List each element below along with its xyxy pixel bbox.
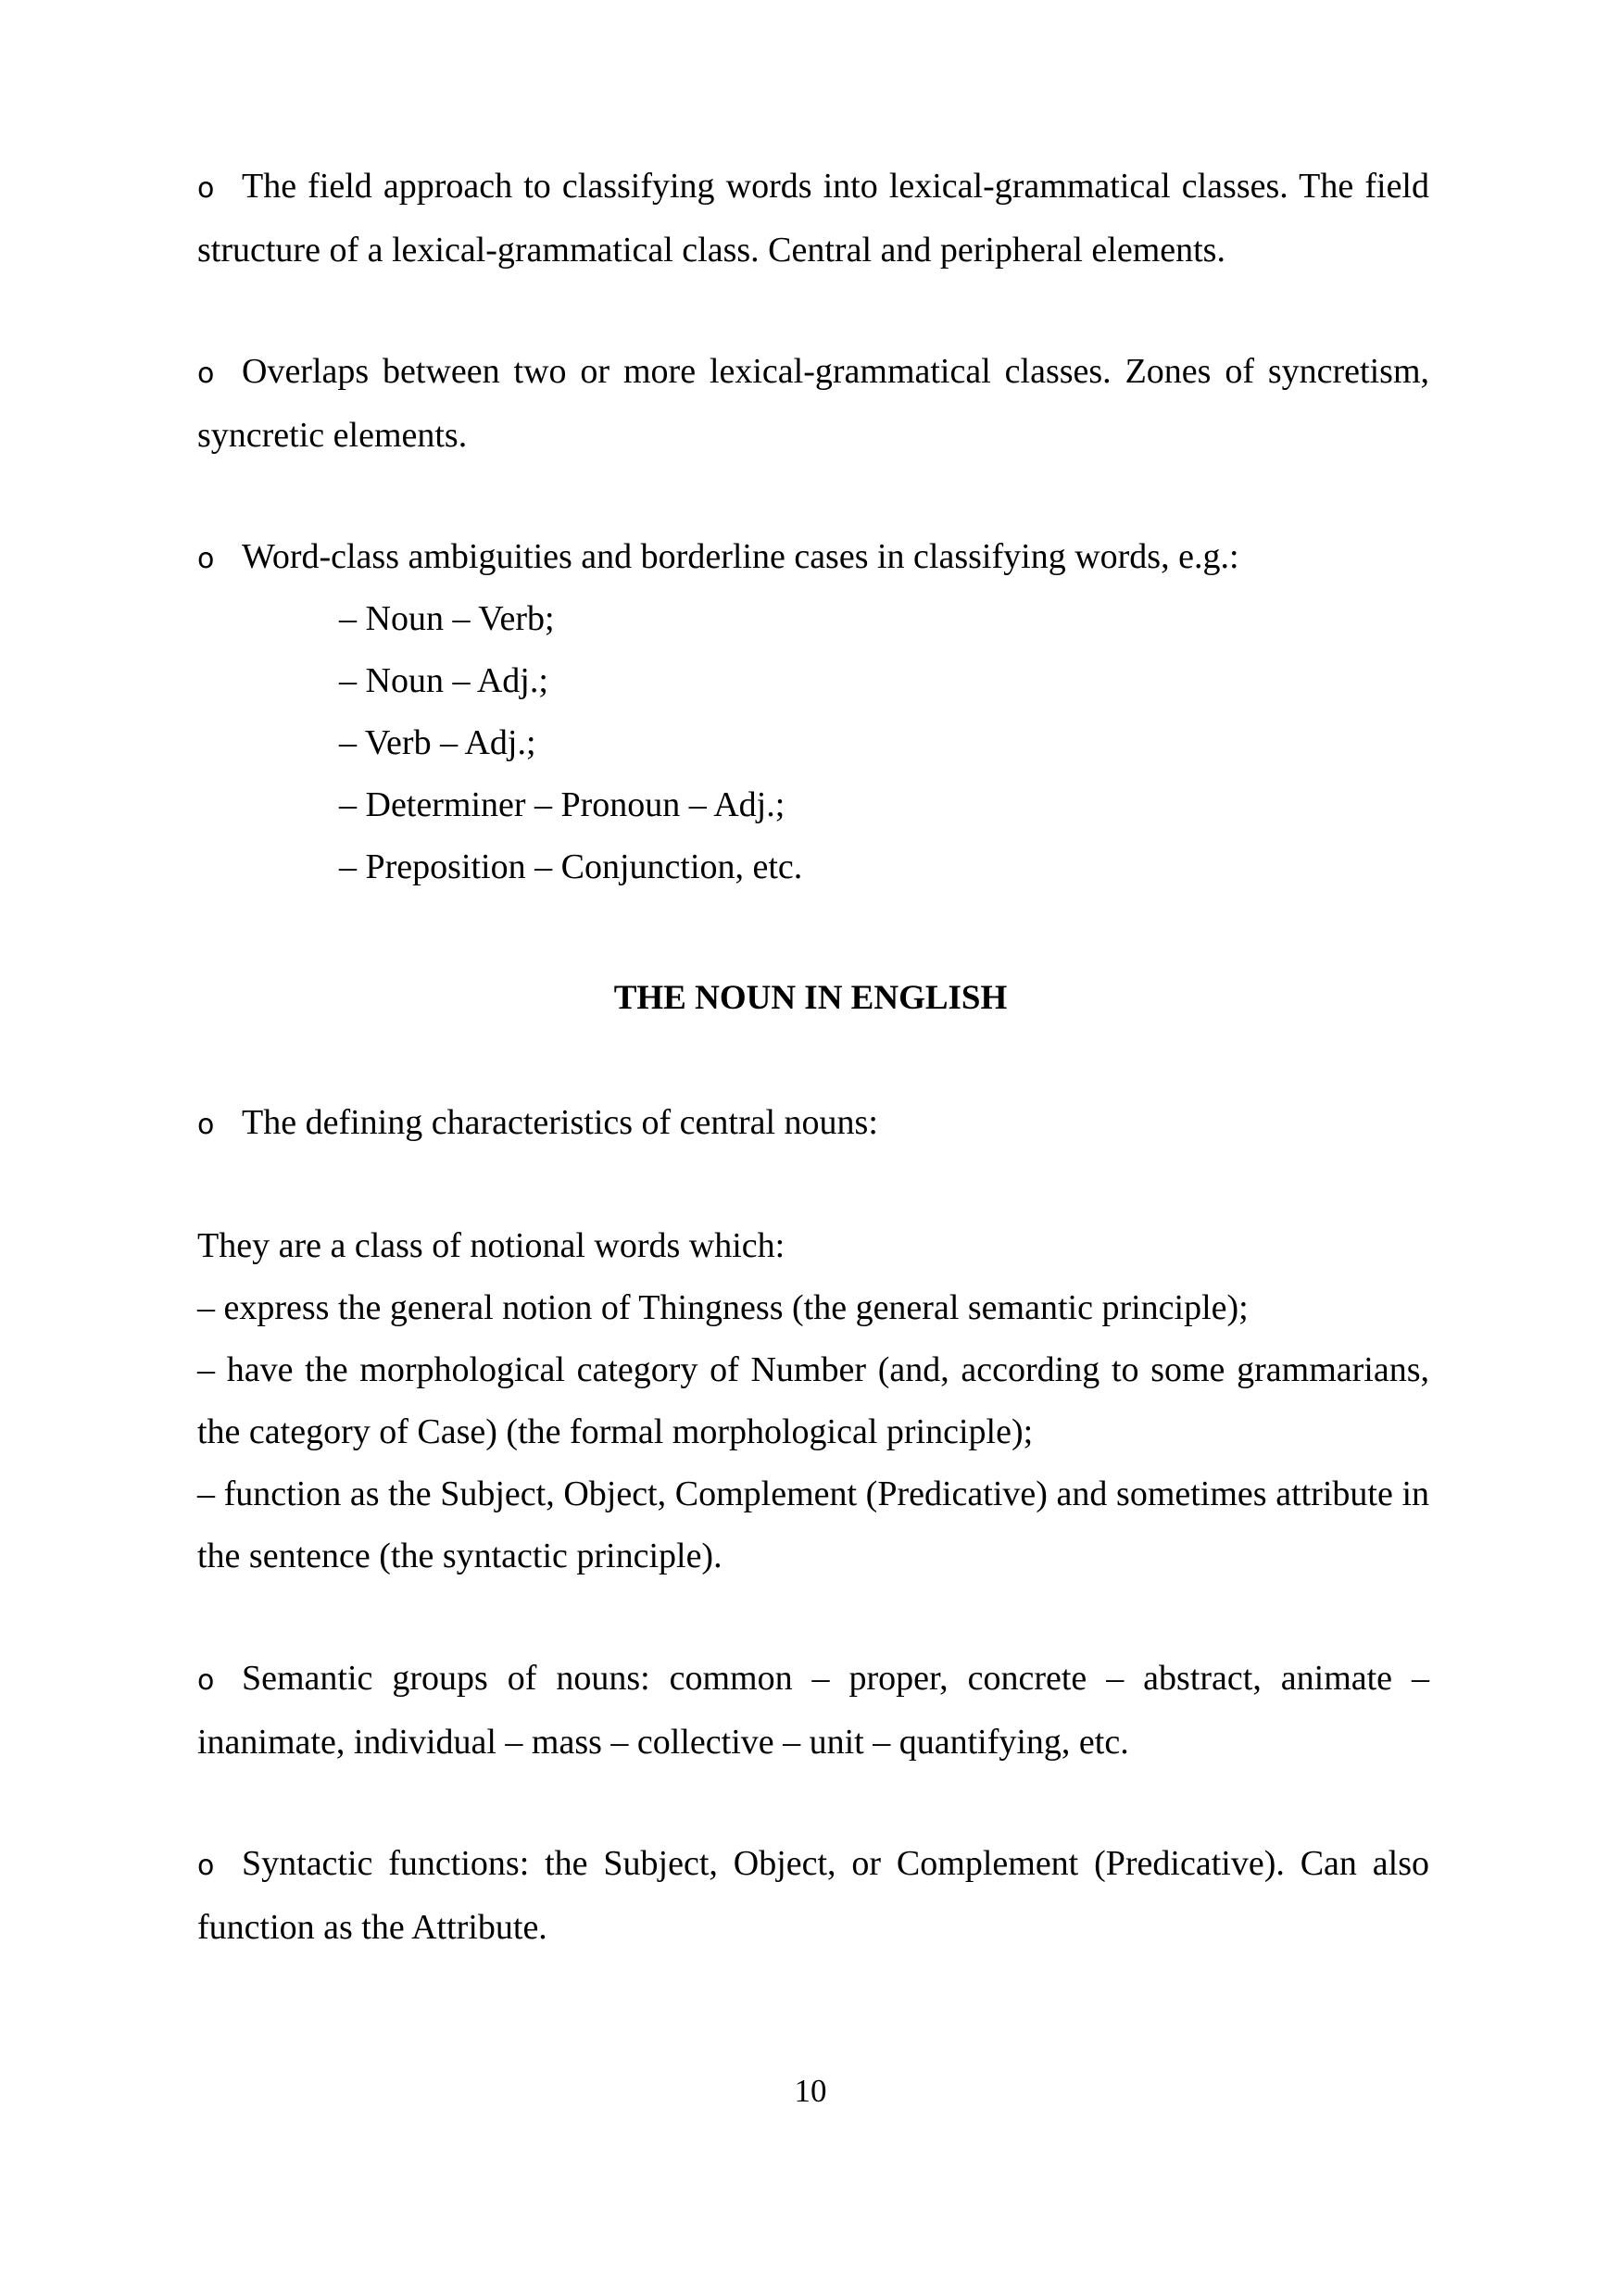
- ambiguity-example: – Determiner – Pronoun – Adj.;: [339, 785, 785, 824]
- bullet-icon: o: [197, 543, 215, 575]
- ambiguity-example: – Verb – Adj.;: [339, 723, 536, 762]
- bullet-icon: o: [197, 172, 215, 205]
- bullet-icon: o: [197, 1850, 215, 1882]
- defining-text: The defining characteristics of central nouns:: [242, 1103, 878, 1142]
- bullet-item-defining: [197, 1092, 1429, 1156]
- bullet-icon: o: [197, 1664, 215, 1697]
- bullet-item-semantic-groups: [197, 1648, 1429, 1774]
- ambiguity-example: – Noun – Verb;: [339, 599, 555, 638]
- criterion-item: – have the morphological category of Number (and, according to some grammarians, the category of Case) (the formal morphological principle);: [197, 1350, 1429, 1451]
- bullet-icon: o: [197, 1109, 215, 1141]
- syntactic-functions-text: Syntactic functions: the Subject, Object, or Complement (Predicative). Can also function as the Attribute.: [197, 1844, 1429, 1947]
- criteria-block: [197, 1215, 1429, 1587]
- criterion-item: – function as the Subject, Object, Complement (Predicative) and sometimes attribute in the sentence (the syntactic principle).: [197, 1474, 1429, 1575]
- bullet-item-ambiguities: [197, 526, 1429, 590]
- ambiguity-example: – Noun – Adj.;: [339, 661, 548, 700]
- criterion-item: – express the general notion of Thingness (the general semantic principle);: [197, 1288, 1249, 1327]
- ambiguity-example: – Preposition – Conjunction, etc.: [339, 847, 803, 886]
- ambiguities-text: Word-class ambiguities and borderline cases in classifying words, e.g.:: [242, 537, 1239, 576]
- overlaps-text: Overlaps between two or more lexical-grammatical classes. Zones of syncretism, syncretic elements.: [197, 352, 1429, 455]
- bullet-item-syntactic-functions: [197, 1833, 1429, 1959]
- bullet-item-field-approach: [197, 156, 1429, 282]
- bullet-icon: o: [197, 358, 215, 390]
- page-number: 10: [794, 2073, 827, 2109]
- semantic-groups-text: Semantic groups of nouns: common – proper, concrete – abstract, animate – inanimate, individual – mass – collective – unit – quantifying, etc.: [197, 1659, 1429, 1762]
- criteria-intro: They are a class of notional words which:: [197, 1226, 785, 1265]
- section-heading: THE NOUN IN ENGLISH: [613, 979, 1008, 1017]
- ambiguity-examples-list: [339, 588, 802, 898]
- bullet-item-overlaps: [197, 341, 1429, 467]
- field-approach-text: The field approach to classifying words into lexical-grammatical classes. The field structure of a lexical-grammatical class. Central and peripheral elements.: [197, 167, 1429, 270]
